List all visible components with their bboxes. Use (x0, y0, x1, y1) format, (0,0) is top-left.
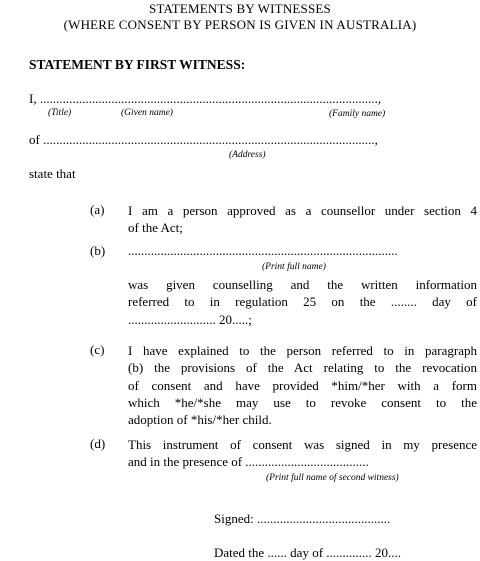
caption-title: (Title) (48, 108, 72, 118)
item-c-line-5: adoption of *his/*her child. (128, 412, 272, 428)
item-d-line-2: and in the presence of ...................................... (128, 454, 369, 470)
item-a-label: (a) (90, 202, 105, 217)
item-c-line-3: of consent and have provided *him/*her with a form (128, 377, 477, 393)
caption-second-witness-name: (Print full name of second witness) (266, 473, 399, 483)
item-d-text (128, 436, 477, 471)
item-b-label: (b) (90, 243, 106, 258)
item-c-line-4: which *he/*she may use to revoke consent to the (128, 394, 477, 410)
item-a-line-2: of the Act; (128, 220, 183, 236)
section-heading: STATEMENT BY FIRST WITNESS: (29, 57, 246, 72)
item-c-line-2: (b) the provisions of the Act relating to the revocation (128, 360, 477, 376)
signed-fill-line: Signed: ......................................... (214, 511, 391, 526)
address-fill-line: of ......................................................................................................, (29, 132, 378, 147)
item-b-text (128, 276, 477, 328)
caption-print-full-name: (Print full name) (262, 262, 326, 272)
document-title-line-2: (WHERE CONSENT BY PERSON IS GIVEN IN AUSTRALIA) (63, 17, 417, 32)
item-b-line-1: was given counselling and the written information (128, 277, 477, 292)
caption-family-name: (Family name) (329, 109, 386, 119)
item-d-label: (d) (90, 436, 106, 451)
item-a-line-1: I am a person approved as a counsellor under section 4 (128, 203, 477, 218)
caption-given-name: (Given name) (121, 108, 173, 118)
item-c-line-1: I have explained to the person referred to in paragraph (128, 343, 477, 358)
caption-address: (Address) (229, 150, 266, 160)
document-title-line-1: STATEMENTS BY WITNESSES (149, 1, 331, 16)
item-a-text (128, 202, 477, 237)
item-d-line-1: This instrument of consent was signed in my presence (128, 437, 477, 452)
item-b-name-fill-line: ................................................................................... (128, 243, 398, 258)
item-b-line-3: ........................... 20.....; (128, 311, 252, 327)
item-c-text (128, 342, 477, 428)
dated-fill-line: Dated the ...... day of .............. 20.... (214, 545, 402, 560)
item-c-label: (c) (90, 342, 105, 357)
state-that-text: state that (29, 166, 76, 181)
name-fill-line: I, ........................................................................................................, (29, 91, 382, 106)
item-b-line-2: referred to in regulation 25 on the ........ day of (128, 294, 477, 310)
